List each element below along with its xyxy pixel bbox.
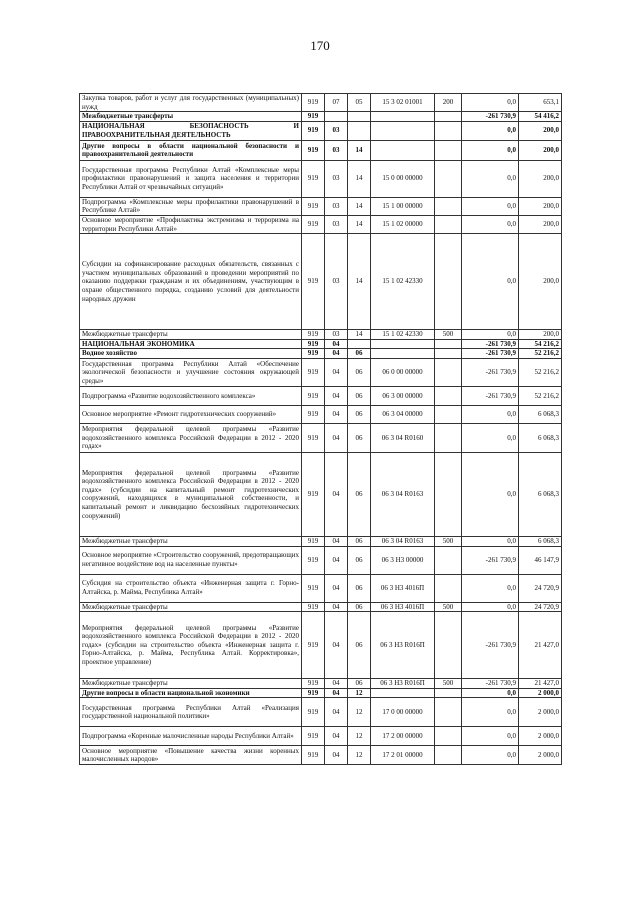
row-vr xyxy=(435,160,462,197)
row-pr: 12 xyxy=(348,746,371,765)
row-vr: 500 xyxy=(435,330,462,340)
row-gr: 919 xyxy=(302,349,325,359)
row-name: НАЦИОНАЛЬНАЯ ЭКОНОМИКА xyxy=(80,339,302,349)
row-sum-change: 0,0 xyxy=(462,197,519,215)
row-sum-change: 0,0 xyxy=(462,698,519,727)
row-gr: 919 xyxy=(302,546,325,574)
row-rz: 04 xyxy=(325,546,348,574)
row-sum-total: 54 416,2 xyxy=(519,112,562,122)
row-name: Закупка товаров, работ и услуг для государственных (муниципальных) нужд xyxy=(80,94,302,112)
row-pr: 14 xyxy=(348,160,371,197)
row-sum-change: 0,0 xyxy=(462,121,519,140)
table-row xyxy=(80,215,562,233)
row-sum-change: -261 730,9 xyxy=(462,112,519,122)
row-sum-total: 54 216,2 xyxy=(519,339,562,349)
row-sum-change: -261 730,9 xyxy=(462,546,519,574)
table-row xyxy=(80,727,562,746)
row-sum-total: 21 427,0 xyxy=(519,612,562,679)
row-pr: 14 xyxy=(348,330,371,340)
row-vr xyxy=(435,234,462,330)
row-csr: 15 1 02 42330 xyxy=(371,330,435,340)
table-row xyxy=(80,746,562,765)
row-sum-change: 0,0 xyxy=(462,234,519,330)
row-gr: 919 xyxy=(302,140,325,160)
row-sum-change: 0,0 xyxy=(462,405,519,423)
row-csr: 06 3 Н3 4016П xyxy=(371,574,435,602)
row-rz: 04 xyxy=(325,602,348,612)
row-sum-total: 46 147,9 xyxy=(519,546,562,574)
row-csr: 15 3 02 01001 xyxy=(371,94,435,112)
row-vr xyxy=(435,423,462,452)
row-vr xyxy=(435,612,462,679)
row-rz: 04 xyxy=(325,679,348,689)
row-sum-total: 6 068,3 xyxy=(519,536,562,546)
row-rz: 03 xyxy=(325,160,348,197)
row-vr xyxy=(435,112,462,122)
row-name: Межбюджетные трансферты xyxy=(80,330,302,340)
table-row xyxy=(80,160,562,197)
row-sum-total: 200,0 xyxy=(519,330,562,340)
row-gr: 919 xyxy=(302,94,325,112)
row-rz: 04 xyxy=(325,349,348,359)
row-pr xyxy=(348,121,371,140)
row-sum-change: 0,0 xyxy=(462,574,519,602)
row-vr xyxy=(435,546,462,574)
row-vr xyxy=(435,688,462,698)
row-csr: 06 3 Н3 00000 xyxy=(371,546,435,574)
row-name: Субсидия на строительство объекта «Инженерная защита г. Горно-Алтайска, р. Майма, Республика Алтай» xyxy=(80,574,302,602)
budget-table-body xyxy=(80,94,562,765)
row-pr: 12 xyxy=(348,688,371,698)
row-sum-total: 6 068,3 xyxy=(519,423,562,452)
table-row xyxy=(80,339,562,349)
row-name: Государственная программа Республики Алтай «Комплексные меры профилактики правонарушений и защита населения и территории Республики Алтай от чрезвычайных ситуаций» xyxy=(80,160,302,197)
row-rz: 03 xyxy=(325,215,348,233)
row-name: Основное мероприятие «Повышение качества жизни коренных малочисленных народов» xyxy=(80,746,302,765)
page-number: 170 xyxy=(310,38,330,53)
row-rz: 04 xyxy=(325,339,348,349)
row-gr: 919 xyxy=(302,679,325,689)
row-sum-change: -261 730,9 xyxy=(462,679,519,689)
row-name: Субсидии на софинансирование расходных обязательств, связанных с участием муниципальных образований в проведении мероприятий по оказанию поддержки гражданам и их объединениям, участвующим в охране общественного порядка, созданию условий для деятельности народных дружин xyxy=(80,234,302,330)
row-csr: 17 2 00 00000 xyxy=(371,727,435,746)
row-rz: 04 xyxy=(325,358,348,386)
row-gr: 919 xyxy=(302,121,325,140)
row-pr: 06 xyxy=(348,405,371,423)
row-vr xyxy=(435,746,462,765)
row-sum-total: 200,0 xyxy=(519,160,562,197)
row-name: Другие вопросы в области национальной безопасности и правоохранительной деятельности xyxy=(80,140,302,160)
row-sum-total: 653,1 xyxy=(519,94,562,112)
row-rz: 04 xyxy=(325,452,348,536)
row-vr xyxy=(435,727,462,746)
row-sum-change: 0,0 xyxy=(462,330,519,340)
row-name: Межбюджетные трансферты xyxy=(80,679,302,689)
row-csr: 17 2 01 00000 xyxy=(371,746,435,765)
row-rz: 07 xyxy=(325,94,348,112)
row-name: Основное мероприятие «Ремонт гидротехнических сооружений» xyxy=(80,405,302,423)
row-sum-change: 0,0 xyxy=(462,423,519,452)
row-pr: 06 xyxy=(348,349,371,359)
row-pr: 12 xyxy=(348,727,371,746)
row-pr: 14 xyxy=(348,197,371,215)
row-vr xyxy=(435,452,462,536)
row-pr xyxy=(348,112,371,122)
row-rz: 04 xyxy=(325,574,348,602)
row-name: Межбюджетные трансферты xyxy=(80,112,302,122)
row-csr xyxy=(371,121,435,140)
row-gr: 919 xyxy=(302,727,325,746)
table-row xyxy=(80,112,562,122)
row-name: Основное мероприятие «Профилактика экстремизма и терроризма на территории Республики Алтай» xyxy=(80,215,302,233)
row-vr xyxy=(435,405,462,423)
row-pr: 06 xyxy=(348,546,371,574)
row-name: Мероприятия федеральной целевой программы «Развитие водохозяйственного комплекса Российской Федерации в 2012 - 2020 годах» (субсидии на строительство объекта «Инженерная защита г. Горно-Алтайска, р. Майма, Республика Алтай. Корректировка», проектное управление) xyxy=(80,612,302,679)
row-vr xyxy=(435,358,462,386)
row-gr: 919 xyxy=(302,330,325,340)
row-pr: 06 xyxy=(348,358,371,386)
row-name: Основное мероприятие «Строительство сооружений, предотвращающих негативное воздействие вод на населенные пункты» xyxy=(80,546,302,574)
row-vr xyxy=(435,339,462,349)
row-rz: 04 xyxy=(325,405,348,423)
row-vr xyxy=(435,215,462,233)
row-pr: 06 xyxy=(348,452,371,536)
row-gr: 919 xyxy=(302,234,325,330)
row-csr: 06 3 00 00000 xyxy=(371,386,435,405)
row-sum-change: 0,0 xyxy=(462,727,519,746)
row-gr: 919 xyxy=(302,197,325,215)
row-rz: 03 xyxy=(325,330,348,340)
row-csr xyxy=(371,140,435,160)
row-name: Межбюджетные трансферты xyxy=(80,602,302,612)
row-pr: 06 xyxy=(348,423,371,452)
row-sum-total: 6 068,3 xyxy=(519,405,562,423)
row-gr: 919 xyxy=(302,339,325,349)
row-gr: 919 xyxy=(302,160,325,197)
row-gr: 919 xyxy=(302,698,325,727)
table-row xyxy=(80,574,562,602)
row-csr xyxy=(371,688,435,698)
row-gr: 919 xyxy=(302,612,325,679)
row-sum-total: 21 427,0 xyxy=(519,679,562,689)
row-sum-total: 52 216,2 xyxy=(519,349,562,359)
row-sum-total: 6 068,3 xyxy=(519,452,562,536)
row-gr: 919 xyxy=(302,358,325,386)
row-rz: 04 xyxy=(325,698,348,727)
row-name: Подпрограмма «Коренные малочисленные народы Республики Алтай» xyxy=(80,727,302,746)
row-sum-total: 52 216,2 xyxy=(519,386,562,405)
row-csr: 06 3 04 R0163 xyxy=(371,536,435,546)
row-sum-total: 200,0 xyxy=(519,215,562,233)
row-pr: 14 xyxy=(348,215,371,233)
row-gr: 919 xyxy=(302,386,325,405)
row-name: НАЦИОНАЛЬНАЯ БЕЗОПАСНОСТЬ И ПРАВООХРАНИТЕЛЬНАЯ ДЕЯТЕЛЬНОСТЬ xyxy=(80,121,302,140)
row-name: Государственная программа Республики Алтай «Реализация государственной национальной политики» xyxy=(80,698,302,727)
table-row xyxy=(80,602,562,612)
row-csr xyxy=(371,112,435,122)
table-row xyxy=(80,452,562,536)
row-sum-change: -261 730,9 xyxy=(462,612,519,679)
row-gr: 919 xyxy=(302,215,325,233)
row-sum-total: 24 720,9 xyxy=(519,602,562,612)
row-csr: 17 0 00 00000 xyxy=(371,698,435,727)
row-name: Государственная программа Республики Алтай «Обеспечение экологической безопасности и улучшение состояния окружающей среды» xyxy=(80,358,302,386)
table-row xyxy=(80,386,562,405)
table-row xyxy=(80,423,562,452)
row-gr: 919 xyxy=(302,452,325,536)
table-row xyxy=(80,140,562,160)
table-row xyxy=(80,234,562,330)
row-vr xyxy=(435,121,462,140)
row-pr: 06 xyxy=(348,612,371,679)
row-vr: 500 xyxy=(435,536,462,546)
row-vr xyxy=(435,140,462,160)
row-sum-total: 200,0 xyxy=(519,197,562,215)
table-row xyxy=(80,679,562,689)
row-rz: 04 xyxy=(325,746,348,765)
row-sum-change: -261 730,9 xyxy=(462,386,519,405)
row-vr xyxy=(435,349,462,359)
table-row xyxy=(80,330,562,340)
table-row xyxy=(80,349,562,359)
row-rz xyxy=(325,112,348,122)
row-sum-change: -261 730,9 xyxy=(462,349,519,359)
row-gr: 919 xyxy=(302,405,325,423)
row-gr: 919 xyxy=(302,746,325,765)
row-rz: 03 xyxy=(325,121,348,140)
row-name: Подпрограмма «Комплексные меры профилактики правонарушений в Республике Алтай» xyxy=(80,197,302,215)
row-pr xyxy=(348,339,371,349)
row-vr xyxy=(435,574,462,602)
row-vr xyxy=(435,698,462,727)
row-sum-change: 0,0 xyxy=(462,215,519,233)
table-row xyxy=(80,698,562,727)
row-sum-total: 2 000,0 xyxy=(519,698,562,727)
row-sum-change: 0,0 xyxy=(462,688,519,698)
row-sum-change: 0,0 xyxy=(462,160,519,197)
row-csr: 15 1 02 42330 xyxy=(371,234,435,330)
row-pr: 06 xyxy=(348,679,371,689)
row-name: Подпрограмма «Развитие водохозяйственного комплекса» xyxy=(80,386,302,405)
row-csr xyxy=(371,349,435,359)
row-gr: 919 xyxy=(302,112,325,122)
row-gr: 919 xyxy=(302,536,325,546)
row-name: Мероприятия федеральной целевой программы «Развитие водохозяйственного комплекса Российской Федерации в 2012 - 2020 годах» xyxy=(80,423,302,452)
row-gr: 919 xyxy=(302,688,325,698)
row-csr: 15 1 02 00000 xyxy=(371,215,435,233)
row-sum-total: 2 000,0 xyxy=(519,746,562,765)
row-csr: 06 3 04 00000 xyxy=(371,405,435,423)
row-sum-total: 200,0 xyxy=(519,121,562,140)
row-sum-total: 52 216,2 xyxy=(519,358,562,386)
row-pr: 06 xyxy=(348,574,371,602)
row-name: Водное хозяйство xyxy=(80,349,302,359)
row-sum-total: 2 000,0 xyxy=(519,688,562,698)
row-pr: 06 xyxy=(348,602,371,612)
row-sum-change: 0,0 xyxy=(462,452,519,536)
row-rz: 04 xyxy=(325,612,348,679)
row-sum-total: 2 000,0 xyxy=(519,727,562,746)
row-vr: 500 xyxy=(435,602,462,612)
table-row xyxy=(80,405,562,423)
row-pr: 06 xyxy=(348,386,371,405)
row-rz: 04 xyxy=(325,688,348,698)
row-sum-change: 0,0 xyxy=(462,140,519,160)
row-sum-total: 200,0 xyxy=(519,234,562,330)
row-rz: 04 xyxy=(325,423,348,452)
row-csr: 06 3 04 R0163 xyxy=(371,452,435,536)
row-vr: 500 xyxy=(435,679,462,689)
row-vr: 200 xyxy=(435,94,462,112)
row-sum-change: 0,0 xyxy=(462,602,519,612)
row-name: Межбюджетные трансферты xyxy=(80,536,302,546)
row-csr: 06 3 Н3 R016П xyxy=(371,612,435,679)
row-pr: 14 xyxy=(348,234,371,330)
row-rz: 03 xyxy=(325,140,348,160)
row-sum-change: -261 730,9 xyxy=(462,339,519,349)
row-csr: 15 1 00 00000 xyxy=(371,197,435,215)
row-csr: 06 0 00 00000 xyxy=(371,358,435,386)
row-gr: 919 xyxy=(302,602,325,612)
row-gr: 919 xyxy=(302,574,325,602)
row-rz: 04 xyxy=(325,727,348,746)
row-name: Мероприятия федеральной целевой программы «Развитие водохозяйственного комплекса Российской Федерации в 2012 - 2020 годах» (субсидии на капитальный ремонт гидротехнических сооружений, находящихся в муниципальной собственности, и капитальный ремонт и ликвидацию бесхозяйных гидротехнических сооружений) xyxy=(80,452,302,536)
row-sum-change: -261 730,9 xyxy=(462,358,519,386)
row-pr: 05 xyxy=(348,94,371,112)
table-row xyxy=(80,197,562,215)
row-rz: 03 xyxy=(325,234,348,330)
row-sum-change: 0,0 xyxy=(462,536,519,546)
row-csr xyxy=(371,339,435,349)
row-rz: 03 xyxy=(325,197,348,215)
row-pr: 06 xyxy=(348,536,371,546)
row-name: Другие вопросы в области национальной экономики xyxy=(80,688,302,698)
table-row xyxy=(80,546,562,574)
table-row xyxy=(80,612,562,679)
row-csr: 06 3 Н3 4016П xyxy=(371,602,435,612)
row-csr: 06 3 04 R0160 xyxy=(371,423,435,452)
table-row xyxy=(80,94,562,112)
row-sum-total: 24 720,9 xyxy=(519,574,562,602)
budget-table xyxy=(79,93,562,765)
row-csr: 15 0 00 00000 xyxy=(371,160,435,197)
table-row xyxy=(80,688,562,698)
row-gr: 919 xyxy=(302,423,325,452)
row-csr: 06 3 Н3 R016П xyxy=(371,679,435,689)
row-pr: 14 xyxy=(348,140,371,160)
table-row xyxy=(80,358,562,386)
row-pr: 12 xyxy=(348,698,371,727)
row-rz: 04 xyxy=(325,536,348,546)
row-vr xyxy=(435,197,462,215)
row-rz: 04 xyxy=(325,386,348,405)
row-sum-change: 0,0 xyxy=(462,746,519,765)
table-row xyxy=(80,536,562,546)
row-vr xyxy=(435,386,462,405)
table-row xyxy=(80,121,562,140)
row-sum-change: 0,0 xyxy=(462,94,519,112)
row-sum-total: 200,0 xyxy=(519,140,562,160)
